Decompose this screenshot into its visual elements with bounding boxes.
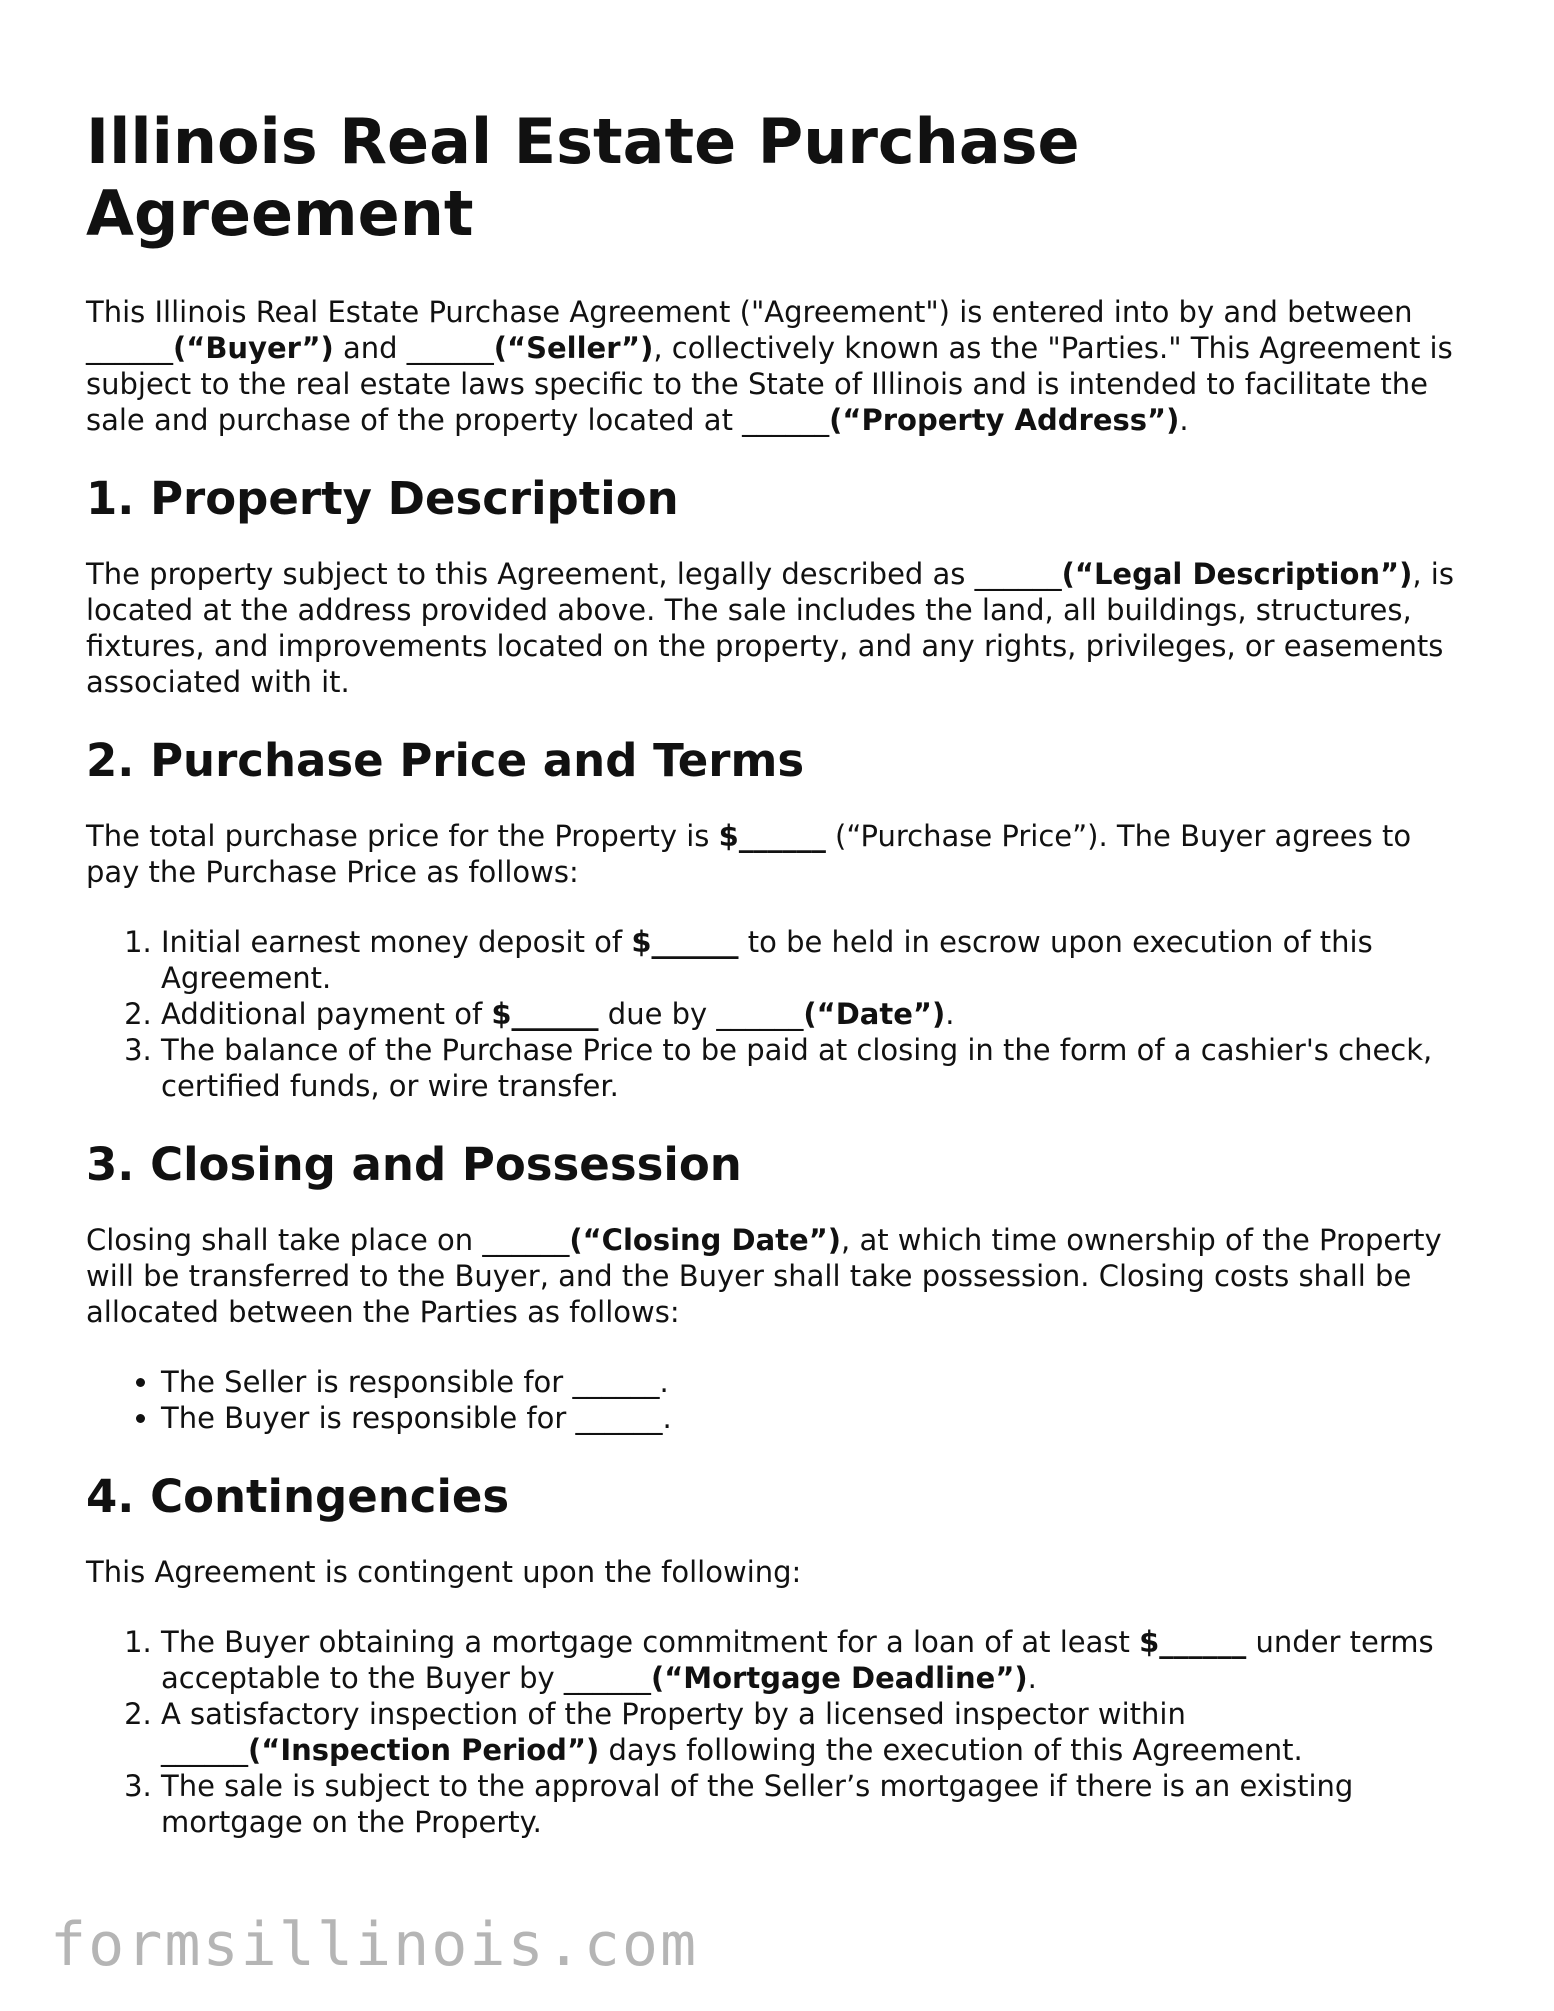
paragraph-text: The property subject to this Agreement, legally described as ______ <box>86 557 1062 591</box>
paragraph-text: Closing shall take place on ______ <box>86 1223 570 1257</box>
list-item <box>161 1624 1466 1696</box>
list-item <box>161 1696 1466 1768</box>
amount-blank: $______ <box>1139 1625 1247 1659</box>
item-text: A satisfactory inspection of the Property by a licensed inspector within ______ <box>161 1697 1186 1767</box>
item-text: due by ______ <box>598 997 804 1031</box>
purchase-price-paragraph <box>86 818 1466 890</box>
seller-term: (“Seller”) <box>493 331 654 365</box>
buyer-term: (“Buyer”) <box>173 331 334 365</box>
contingencies-paragraph: This Agreement is contingent upon the following: <box>86 1555 802 1589</box>
list-item <box>161 924 1466 996</box>
contingencies-list <box>86 1624 1466 1840</box>
property-description-paragraph <box>86 556 1466 700</box>
section-heading-property-description: 1. Property Description <box>86 472 679 525</box>
intro-paragraph <box>86 294 1466 438</box>
purchase-price-blank: $______ <box>718 819 826 853</box>
paragraph-text: The total purchase price for the Property is <box>86 819 719 853</box>
item-text: The Buyer obtaining a mortgage commitment for a loan of at least <box>161 1625 1140 1659</box>
amount-blank: $______ <box>491 997 599 1031</box>
list-item <box>161 1032 1466 1104</box>
property-address-term: (“Property Address”) <box>829 403 1180 437</box>
section-heading-contingencies: 4. Contingencies <box>86 1470 510 1523</box>
paragraph-text: , is located at the address provided above. The sale includes the land, all buildings, structures, fixtures, and improvements located on the property, and any rights, privileges, or easements associated with it. <box>86 557 1454 699</box>
item-text: to be held in escrow upon execution of this Agreement. <box>161 925 1373 995</box>
legal-description-term: (“Legal Description”) <box>1061 557 1413 591</box>
watermark: formsillinois.com <box>50 1910 699 1980</box>
inspection-period-term: (“Inspection Period”) <box>248 1733 600 1767</box>
mortgage-deadline-term: (“Mortgage Deadline”) <box>650 1661 1028 1695</box>
section-heading-purchase-price: 2. Purchase Price and Terms <box>86 734 805 787</box>
paragraph-text: , at which time ownership of the Property will be transferred to the Buyer, and the Buyer shall take possession. Closing costs shall be allocated between the Parties as follows: <box>86 1223 1442 1329</box>
list-item <box>161 996 1466 1032</box>
date-term: (“Date”) <box>803 997 946 1031</box>
section-heading-closing: 3. Closing and Possession <box>86 1138 742 1191</box>
list-item <box>161 1768 1466 1840</box>
item-text: under terms acceptable to the Buyer by ______ <box>161 1625 1434 1695</box>
intro-text: , collectively known as the "Parties." This Agreement is subject to the real estate laws specific to the State of Illinois and is intended to facilitate the sale and purchase of the property located at ______ <box>86 331 1453 437</box>
intro-text: This Illinois Real Estate Purchase Agreement ("Agreement") is entered into by and between ______ <box>86 295 1413 365</box>
amount-blank: $______ <box>631 925 739 959</box>
item-text: days following the execution of this Agreement. <box>599 1733 1303 1767</box>
item-text: . <box>945 997 955 1031</box>
paragraph-text: (“Purchase Price”). The Buyer agrees to pay the Purchase Price as follows: <box>86 819 1412 889</box>
item-text: . <box>1027 1661 1037 1695</box>
item-text: The balance of the Purchase Price to be paid at closing in the form of a cashier's check, certified funds, or wire transfer. <box>161 1033 1433 1103</box>
closing-date-term: (“Closing Date”) <box>569 1223 842 1257</box>
item-text: Initial earnest money deposit of <box>161 925 632 959</box>
list-item: • The Seller is responsible for ______. <box>161 1364 1466 1400</box>
intro-text: and ______ <box>333 331 494 365</box>
document-page <box>86 106 1466 1874</box>
page-title: Illinois Real Estate Purchase Agreement <box>86 105 1080 250</box>
payment-terms-list <box>86 924 1466 1104</box>
closing-paragraph <box>86 1222 1466 1330</box>
list-item: • The Buyer is responsible for ______. <box>161 1400 1466 1436</box>
item-text: The sale is subject to the approval of the Seller’s mortgagee if there is an existing mortgage on the Property. <box>161 1769 1354 1839</box>
intro-text: . <box>1179 403 1189 437</box>
closing-costs-list <box>86 1364 1466 1436</box>
item-text: Additional payment of <box>161 997 492 1031</box>
